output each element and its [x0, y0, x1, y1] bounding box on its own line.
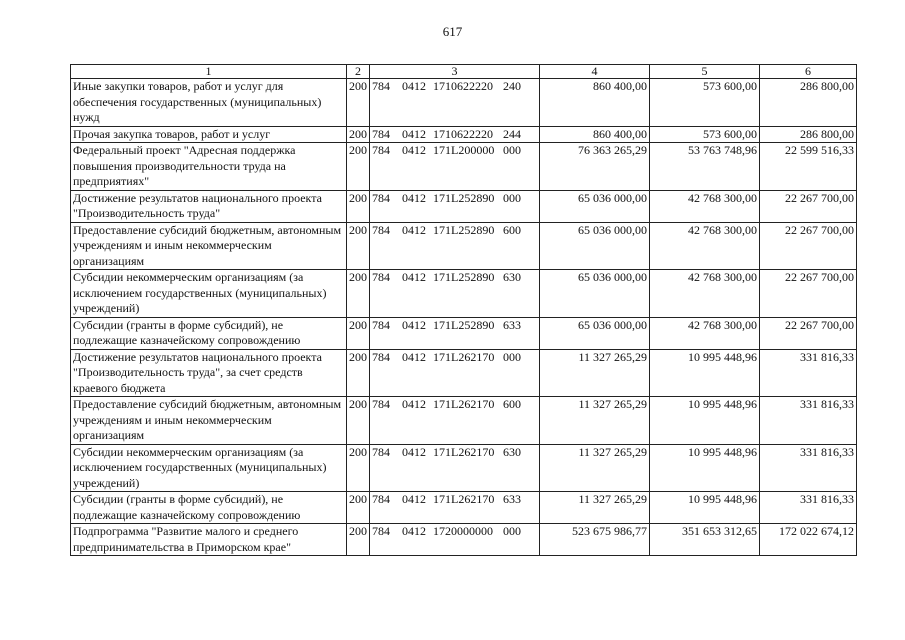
table-row [71, 444, 857, 492]
rzpr-code: 0412 [402, 317, 426, 332]
row-value-col5: 10 995 448,96 [650, 492, 760, 524]
header-cell-1: 1 [71, 65, 347, 79]
grbs-code: 784 [372, 492, 390, 506]
grbs-code: 784 [372, 79, 390, 93]
csr-code: 171L252890 [433, 190, 495, 205]
row-value-col4: 65 036 000,00 [540, 270, 650, 318]
grbs-code: 784 [372, 317, 390, 332]
row-code-cell [370, 397, 540, 445]
rzpr-code: 0412 [402, 79, 426, 93]
csr-code: 1720000000 [433, 524, 493, 538]
row-col2-cell: 200 [347, 492, 370, 524]
row-value-col4: 11 327 265,29 [540, 444, 650, 492]
csr-code: 171L252890 [433, 222, 495, 237]
row-value-col5: 53 763 748,96 [650, 143, 760, 191]
grbs-code: 784 [372, 444, 390, 459]
row-col2-cell: 200 [347, 397, 370, 445]
vr-code: 240 [503, 79, 521, 93]
row-value-col5: 573 600,00 [650, 126, 760, 143]
vr-code: 633 [503, 492, 521, 506]
vr-code: 244 [503, 126, 521, 141]
header-cell-3: 3 [370, 65, 540, 79]
row-col2-cell: 200 [347, 143, 370, 191]
rzpr-code: 0412 [402, 222, 426, 237]
row-value-col4: 65 036 000,00 [540, 222, 650, 270]
rzpr-code: 0412 [402, 492, 426, 506]
row-value-col4: 65 036 000,00 [540, 317, 650, 349]
row-value-col6: 22 267 700,00 [760, 317, 857, 349]
grbs-code: 784 [372, 349, 390, 364]
row-name-cell: Предоставление субсидий бюджетным, автономным учреждениям и иным некоммерческим организациям [71, 222, 347, 270]
row-col2-cell: 200 [347, 349, 370, 397]
row-col2-cell: 200 [347, 270, 370, 318]
row-value-col4: 11 327 265,29 [540, 492, 650, 524]
grbs-code: 784 [372, 397, 390, 411]
row-value-col4: 11 327 265,29 [540, 397, 650, 445]
grbs-code: 784 [372, 222, 390, 237]
row-value-col5: 351 653 312,65 [650, 524, 760, 556]
row-code-cell [370, 524, 540, 556]
row-value-col6: 331 816,33 [760, 444, 857, 492]
grbs-code: 784 [372, 190, 390, 205]
vr-code: 600 [503, 222, 521, 237]
row-name-cell: Иные закупки товаров, работ и услуг для обеспечения государственных (муниципальных) нужд [71, 79, 347, 127]
row-col2-cell: 200 [347, 444, 370, 492]
csr-code: 171L262170 [433, 492, 495, 506]
row-value-col5: 42 768 300,00 [650, 222, 760, 270]
row-value-col5: 573 600,00 [650, 79, 760, 127]
page-number: 617 [442, 24, 463, 39]
table-row [71, 397, 857, 445]
row-value-col5: 10 995 448,96 [650, 349, 760, 397]
row-code-cell [370, 79, 540, 127]
row-value-col4: 65 036 000,00 [540, 190, 650, 222]
row-value-col6: 331 816,33 [760, 349, 857, 397]
row-code-cell [370, 222, 540, 270]
grbs-code: 784 [372, 524, 390, 538]
table-row [71, 524, 857, 556]
header-cell-5: 5 [650, 65, 760, 79]
row-name-cell: Субсидии некоммерческим организациям (за исключением государственных (муниципальных) учреждений) [71, 270, 347, 318]
row-col2-cell: 200 [347, 190, 370, 222]
table-row [71, 317, 857, 349]
row-value-col5: 42 768 300,00 [650, 270, 760, 318]
row-value-col6: 22 267 700,00 [760, 270, 857, 318]
csr-code: 171L262170 [433, 349, 495, 364]
row-value-col4: 11 327 265,29 [540, 349, 650, 397]
table-row [71, 190, 857, 222]
vr-code: 000 [503, 349, 521, 364]
table-row [71, 143, 857, 191]
grbs-code: 784 [372, 126, 390, 141]
row-name-cell: Предоставление субсидий бюджетным, автономным учреждениям и иным некоммерческим организациям [71, 397, 347, 445]
row-value-col6: 286 800,00 [760, 79, 857, 127]
row-name-cell: Субсидии (гранты в форме субсидий), не подлежащие казначейскому сопровождению [71, 317, 347, 349]
rzpr-code: 0412 [402, 444, 426, 459]
header-cell-4: 4 [540, 65, 650, 79]
row-name-cell: Прочая закупка товаров, работ и услуг [71, 126, 347, 143]
csr-code: 171L252890 [433, 270, 495, 284]
row-value-col6: 331 816,33 [760, 492, 857, 524]
vr-code: 000 [503, 524, 521, 538]
csr-code: 171L252890 [433, 317, 495, 332]
row-code-cell [370, 270, 540, 318]
table-row [71, 222, 857, 270]
rzpr-code: 0412 [402, 270, 426, 284]
row-value-col5: 10 995 448,96 [650, 397, 760, 445]
rzpr-code: 0412 [402, 143, 426, 157]
row-value-col4: 523 675 986,77 [540, 524, 650, 556]
row-value-col6: 22 267 700,00 [760, 190, 857, 222]
row-code-cell [370, 492, 540, 524]
grbs-code: 784 [372, 270, 390, 284]
table-header-row [71, 65, 857, 79]
csr-code: 171L200000 [433, 143, 495, 157]
csr-code: 1710622220 [433, 79, 493, 93]
table-row [71, 349, 857, 397]
table-row [71, 79, 857, 127]
row-col2-cell: 200 [347, 222, 370, 270]
header-cell-6: 6 [760, 65, 857, 79]
budget-table [70, 64, 857, 556]
row-value-col6: 22 267 700,00 [760, 222, 857, 270]
vr-code: 000 [503, 143, 521, 157]
row-value-col4: 860 400,00 [540, 126, 650, 143]
vr-code: 630 [503, 270, 521, 284]
row-name-cell: Достижение результатов национального проекта "Производительность труда" [71, 190, 347, 222]
row-code-cell [370, 190, 540, 222]
row-value-col6: 172 022 674,12 [760, 524, 857, 556]
row-value-col4: 860 400,00 [540, 79, 650, 127]
row-name-cell: Субсидии некоммерческим организациям (за исключением государственных (муниципальных) учреждений) [71, 444, 347, 492]
row-code-cell [370, 317, 540, 349]
row-value-col5: 10 995 448,96 [650, 444, 760, 492]
row-col2-cell: 200 [347, 126, 370, 143]
row-value-col6: 331 816,33 [760, 397, 857, 445]
vr-code: 633 [503, 317, 521, 332]
vr-code: 000 [503, 190, 521, 205]
row-code-cell [370, 444, 540, 492]
csr-code: 171L262170 [433, 397, 495, 411]
table-row [71, 270, 857, 318]
vr-code: 630 [503, 444, 521, 459]
row-name-cell: Субсидии (гранты в форме субсидий), не подлежащие казначейскому сопровождению [71, 492, 347, 524]
row-name-cell: Подпрограмма "Развитие малого и среднего предпринимательства в Приморском крае" [71, 524, 347, 556]
row-value-col5: 42 768 300,00 [650, 317, 760, 349]
header-cell-2: 2 [347, 65, 370, 79]
row-value-col6: 22 599 516,33 [760, 143, 857, 191]
rzpr-code: 0412 [402, 190, 426, 205]
row-col2-cell: 200 [347, 79, 370, 127]
table-row [71, 126, 857, 143]
csr-code: 171L262170 [433, 444, 495, 459]
row-col2-cell: 200 [347, 524, 370, 556]
row-col2-cell: 200 [347, 317, 370, 349]
rzpr-code: 0412 [402, 397, 426, 411]
row-code-cell [370, 126, 540, 143]
grbs-code: 784 [372, 143, 390, 157]
rzpr-code: 0412 [402, 524, 426, 538]
rzpr-code: 0412 [402, 126, 426, 141]
row-name-cell: Федеральный проект "Адресная поддержка повышения производительности труда на предприятиях" [71, 143, 347, 191]
vr-code: 600 [503, 397, 521, 411]
table-row [71, 492, 857, 524]
row-code-cell [370, 143, 540, 191]
row-value-col6: 286 800,00 [760, 126, 857, 143]
row-code-cell [370, 349, 540, 397]
row-name-cell: Достижение результатов национального проекта "Производительность труда", за счет средств краевого бюджета [71, 349, 347, 397]
rzpr-code: 0412 [402, 349, 426, 364]
csr-code: 1710622220 [433, 126, 493, 141]
row-value-col4: 76 363 265,29 [540, 143, 650, 191]
row-value-col5: 42 768 300,00 [650, 190, 760, 222]
